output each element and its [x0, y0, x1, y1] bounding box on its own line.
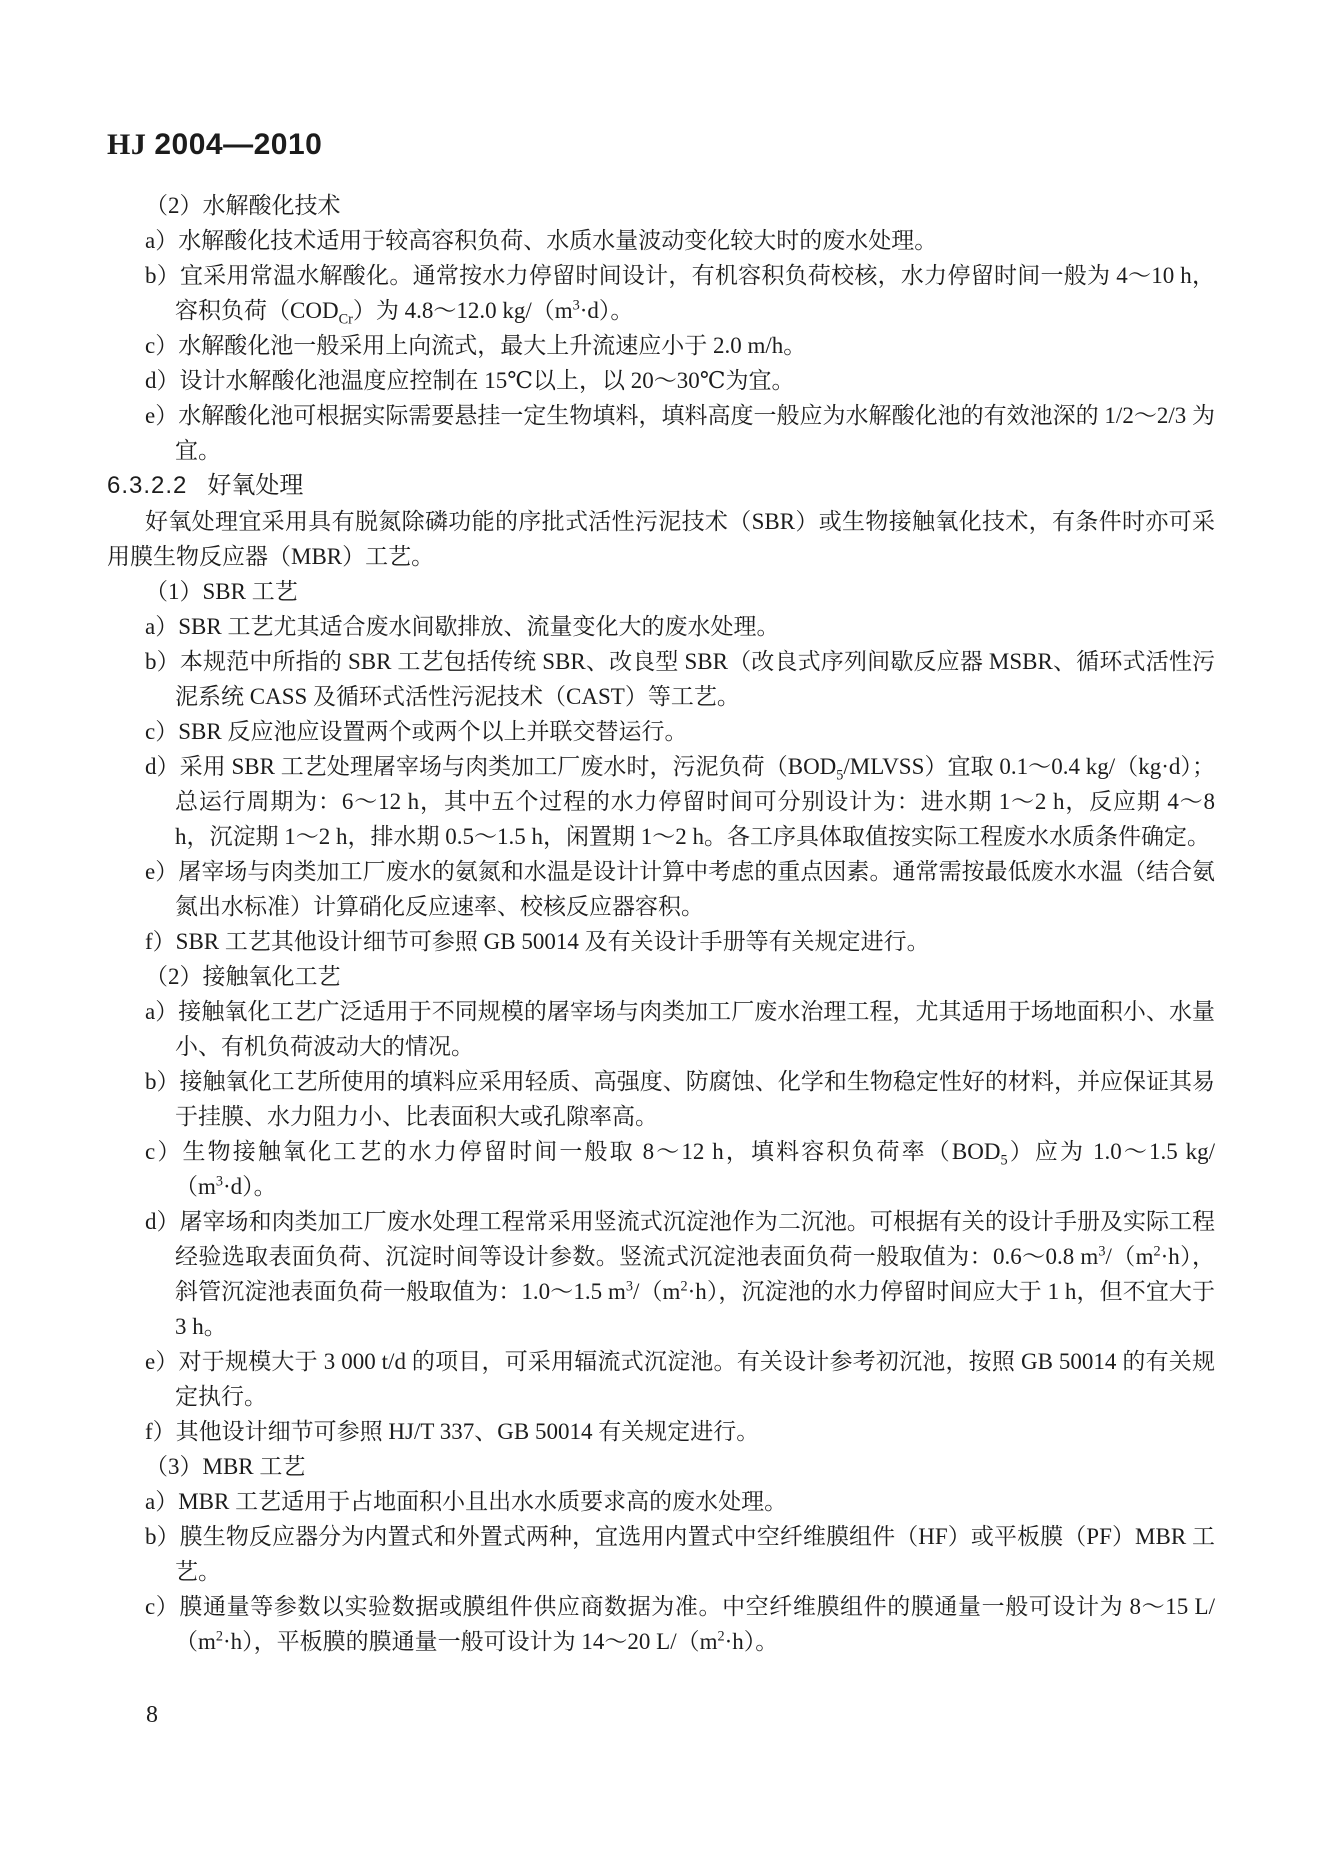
- list-item: d）屠宰场和肉类加工厂废水处理工程常采用竖流式沉淀池作为二沉池。可根据有关的设计手册及实际工程经验选取表面负荷、沉淀时间等设计参数。竖流式沉淀池表面负荷一般取值为：0.6～0.8 $m^3/(m^2\cdot h)$，斜管沉淀池表面负荷一般取值为：1.0～1.5 $m^3/(m^2\cdot h)$，沉淀池的水力停留时间应大于 1 h，但不宜大于 3 h。: [145, 1209, 1216, 1339]
- paren-item: （2）水解酸化技术: [145, 193, 341, 218]
- list-item: e）屠宰场与肉类加工厂废水的氨氮和水温是设计计算中考虑的重点因素。通常需按最低废水水温（结合氨氮出水标准）计算硝化反应速率、校核反应器容积。: [145, 859, 1216, 919]
- list-item-label: f）: [145, 1419, 176, 1444]
- paragraph: 好氧处理宜采用具有脱氮除磷功能的序批式活性污泥技术（SBR）或生物接触氧化技术，有条件时亦可采用膜生物反应器（MBR）工艺。: [107, 509, 1215, 569]
- list-item: c）SBR 反应池应设置两个或两个以上并联交替运行。: [145, 719, 688, 744]
- list-item-label: c）: [145, 1139, 183, 1164]
- section-title: 好氧处理: [207, 473, 304, 499]
- list-item-label: c）: [145, 333, 179, 358]
- list-item-label: c）: [145, 1594, 180, 1619]
- list-item: c）膜通量等参数以实验数据或膜组件供应商数据为准。中空纤维膜组件的膜通量一般可设计为 8～15 $L/(m^2\cdot h)$，平板膜的膜通量一般可设计为 14～20 $L/(m^2\cdot h)$。: [145, 1594, 1215, 1654]
- list-item: c）水解酸化池一般采用上向流式，最大上升流速应小于 2.0 m/h。: [145, 333, 807, 358]
- list-item: a）SBR 工艺尤其适合废水间歇排放、流量变化大的废水处理。: [145, 614, 780, 639]
- section-heading: [107, 468, 1215, 504]
- standard-prefix: HJ: [107, 128, 147, 161]
- list-item-label: a）: [145, 1489, 179, 1514]
- list-item: a）接触氧化工艺广泛适用于不同规模的屠宰场与肉类加工厂废水治理工程，尤其适用于场地面积小、水量小、有机负荷波动大的情况。: [145, 999, 1216, 1059]
- list-item-label: f）: [145, 929, 176, 954]
- list-item: a）MBR 工艺适用于占地面积小且出水水质要求高的废水处理。: [145, 1489, 788, 1514]
- list-item-label: a）: [145, 228, 179, 253]
- section-number: 6.3.2.2: [107, 472, 188, 499]
- standard-code-header: [107, 128, 1215, 162]
- list-item-label: a）: [145, 614, 179, 639]
- list-item: f）其他设计细节可参照 HJ/T 337、GB 50014 有关规定进行。: [145, 1419, 760, 1444]
- list-item-label: b）: [145, 649, 180, 674]
- paren-item: （2）接触氧化工艺: [145, 964, 341, 989]
- list-item-label: e）: [145, 1349, 179, 1374]
- list-item-label: e）: [145, 859, 179, 884]
- list-item: e）对于规模大于 3 000 t/d 的项目，可采用辐流式沉淀池。有关设计参考初沉池，按照 GB 50014 的有关规定执行。: [145, 1349, 1215, 1409]
- list-item-label: d）: [145, 368, 180, 393]
- list-item-label: c）: [145, 719, 179, 744]
- list-item: d）采用 SBR 工艺处理屠宰场与肉类加工厂废水时，污泥负荷$(BOD_5/MLVSS)$宜取 0.1～0.4 kg/（kg·d）；总运行周期为：6～12 h，其中五个过程的水力停留时间可分别设计为：进水期 1～2 h，反应期 4～8 h，沉淀期 1～2 h，排水期 0.5～1.5 h，闲置期 1～2 h。各工序具体取值按实际工程废水水质条件确定。: [145, 754, 1215, 849]
- list-item: b）膜生物反应器分为内置式和外置式两种，宜选用内置式中空纤维膜组件（HF）或平板膜（PF）MBR 工艺。: [145, 1524, 1215, 1584]
- list-item: f）SBR 工艺其他设计细节可参照 GB 50014 及有关设计手册等有关规定进行。: [145, 929, 930, 954]
- paren-item: （1）SBR 工艺: [145, 579, 298, 604]
- list-item: b）宜采用常温水解酸化。通常按水力停留时间设计，有机容积负荷校核，水力停留时间一般为 4～10 h，容积负荷$(COD_{Cr})$为 4.8～12.0 $kg/(m^3\cdot d)$。: [145, 263, 1216, 328]
- standard-number: 2004—2010: [154, 128, 323, 161]
- paren-item: （3）MBR 工艺: [145, 1454, 306, 1479]
- list-item: b）接触氧化工艺所使用的填料应采用轻质、高强度、防腐蚀、化学和生物稳定性好的材料，并应保证其易于挂膜、水力阻力小、比表面积大或孔隙率高。: [145, 1069, 1216, 1129]
- list-item: e）水解酸化池可根据实际需要悬挂一定生物填料，填料高度一般应为水解酸化池的有效池深的 1/2～2/3 为宜。: [145, 403, 1215, 463]
- list-item-label: d）: [145, 754, 180, 779]
- list-item-label: b）: [145, 263, 181, 288]
- list-item: a）水解酸化技术适用于较高容积负荷、水质水量波动变化较大时的废水处理。: [145, 228, 938, 253]
- list-item-label: e）: [145, 403, 179, 428]
- list-item-label: b）: [145, 1524, 180, 1549]
- list-item: c）生物接触氧化工艺的水力停留时间一般取 8～12 h，填料容积负荷率$(BOD_5)$应为 1.0～1.5 $kg/(m^3\cdot d)$。: [145, 1139, 1216, 1199]
- page-number: 8: [146, 1702, 158, 1728]
- list-item-label: d）: [145, 1209, 180, 1234]
- list-item: b）本规范中所指的 SBR 工艺包括传统 SBR、改良型 SBR（改良式序列间歇反应器 MSBR、循环式活性污泥系统 CASS 及循环式活性污泥技术（CAST）等工艺。: [145, 649, 1216, 709]
- list-item: d）设计水解酸化池温度应控制在 15℃以上，以 20～30℃为宜。: [145, 368, 795, 393]
- document-body: [107, 188, 1215, 1659]
- list-item-label: a）: [145, 999, 179, 1024]
- list-item-label: b）: [145, 1069, 180, 1094]
